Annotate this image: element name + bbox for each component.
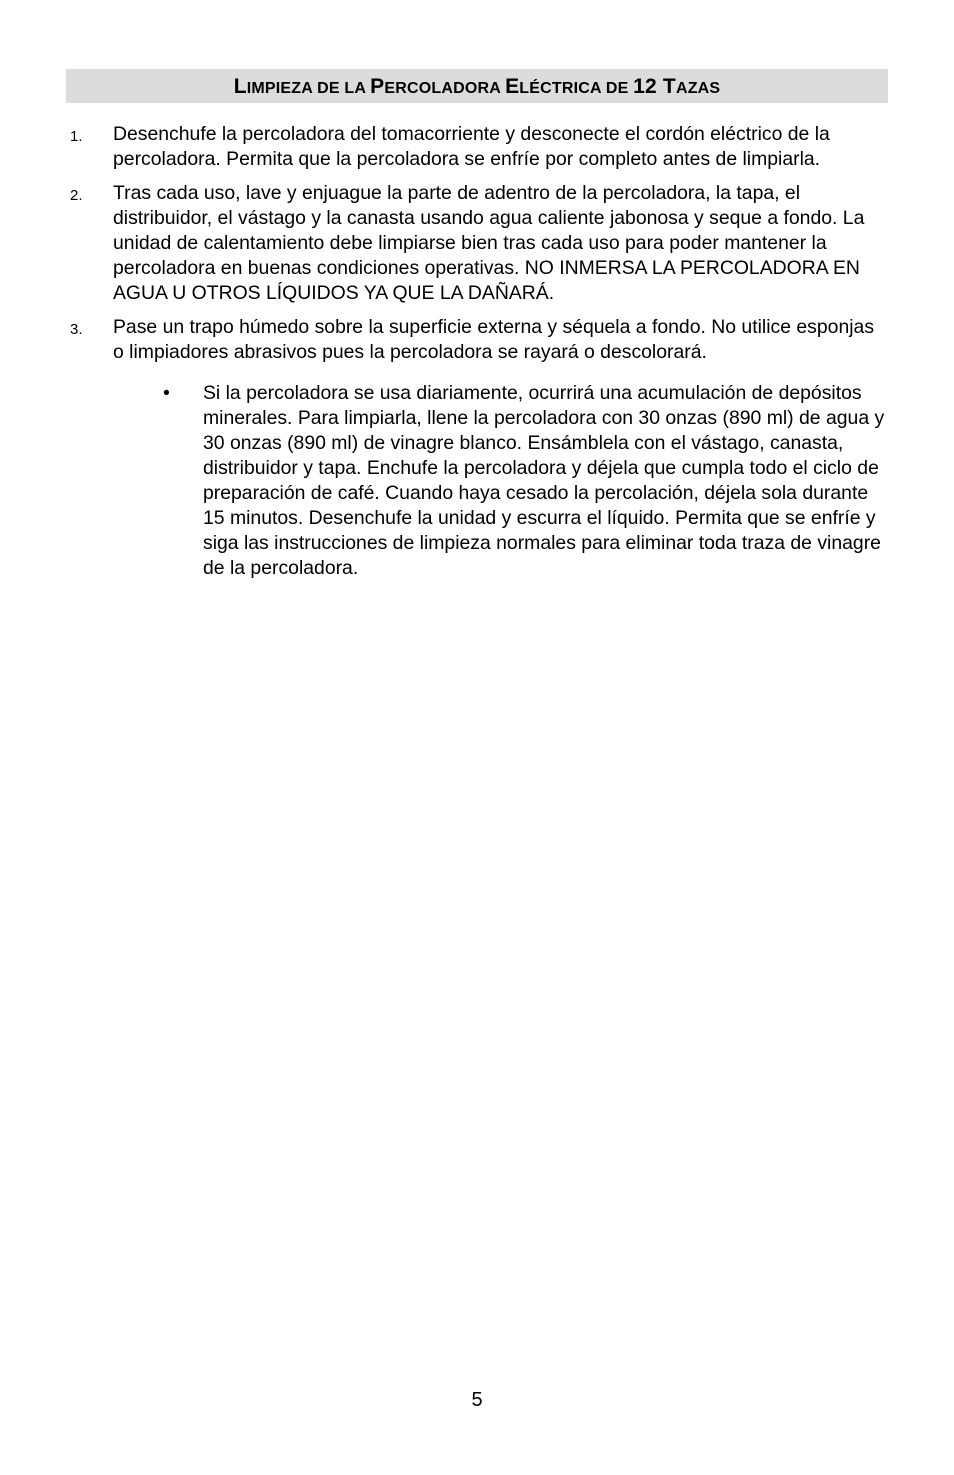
step-item [66, 122, 890, 172]
heading-part-2: PERCOLADORA [370, 75, 506, 98]
step-text: Pase un trapo húmedo sobre la superficie externa y séquela a fondo. No utilice esponjas o limpiadores abrasivos pues la percoladora se rayará o descolorará. [113, 316, 875, 363]
instructions-list [66, 122, 890, 590]
heading-part-1: LIMPIEZA DE LA [233, 75, 371, 98]
page-number: 5 [471, 1389, 483, 1411]
bullet-text: Si la percoladora se usa diariamente, ocurrirá una acumulación de depósitos minerales. Para limpiarla, llene la percoladora con 30 onzas (890 ml) de agua y 30 onzas (890 ml) de vinagre blanco. Ensámblela con el vástago, canasta, distribuidor y tapa. Enchufe la percoladora y déjela que cumpla todo el ciclo de preparación de café. Cuando haya cesado la percolación, déjela sola durante 15 minutos. Desenchufe la unidad y escurra el líquido. Permita que se enfríe y siga las instrucciones de limpieza normales para eliminar toda traza de vinagre de la percoladora. [203, 382, 885, 579]
bullet-item [113, 381, 890, 581]
heading-part-4: 12 TAZAS [633, 75, 721, 98]
step-number: 1. [70, 128, 83, 145]
step-text: Tras cada uso, lave y enjuague la parte de adentro de la percoladora, la tapa, el distribuidor, el vástago y la canasta usando agua caliente jabonosa y seque a fondo. La unidad de calentamiento debe limpiarse bien tras cada uso para poder mantener la percoladora en buenas condiciones operativas. NO INMERSA LA PERCOLADORA EN AGUA U OTROS LÍQUIDOS YA QUE LA DAÑARÁ. [113, 182, 865, 304]
step-item [66, 181, 890, 306]
step-text: Desenchufe la percoladora del tomacorriente y desconecte el cordón eléctrico de la percoladora. Permita que la percoladora se enfríe por completo antes de limpiarla. [113, 123, 830, 170]
step-item [66, 315, 890, 581]
heading-part-3: ELÉCTRICA DE [505, 75, 634, 98]
bullet-icon: • [163, 382, 170, 404]
step-number: 3. [70, 321, 83, 338]
section-heading-bar [66, 69, 888, 103]
step-number: 2. [70, 187, 83, 204]
section-heading [234, 75, 721, 99]
